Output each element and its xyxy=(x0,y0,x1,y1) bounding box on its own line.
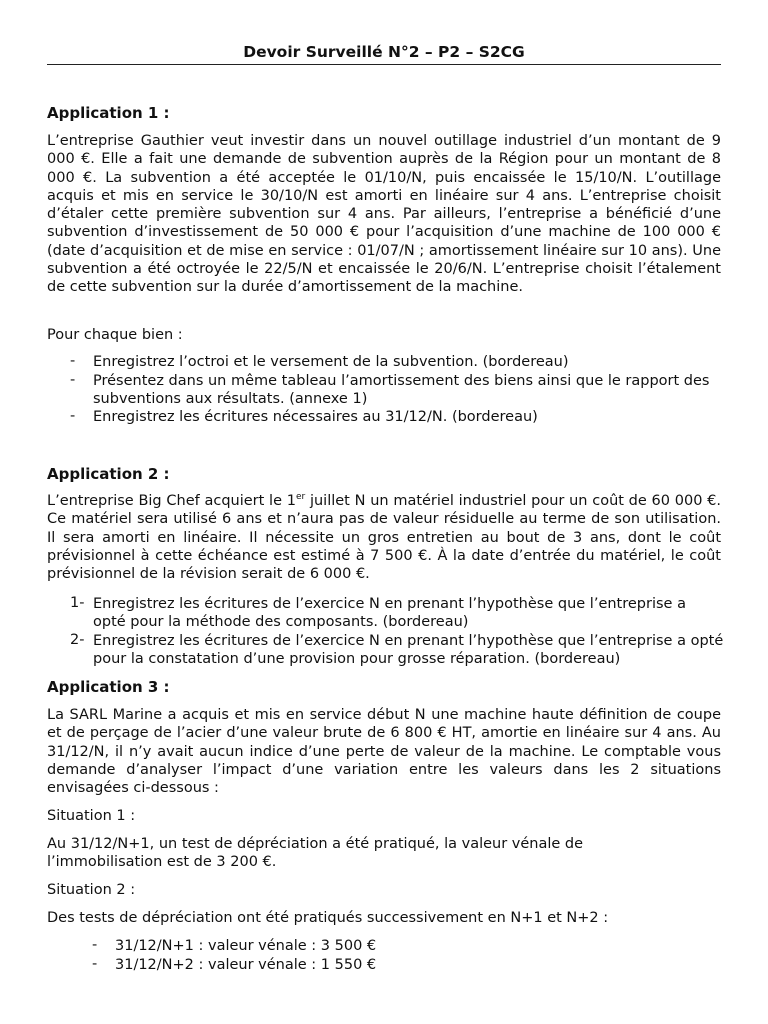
list-marker: 2- xyxy=(70,632,85,648)
list-item: Enregistrez les écritures de l’exercice N en prenant l’hypothèse que l’entreprise a opté pour la méthode des composants. (bordereau) xyxy=(93,596,686,631)
app3-paragraph: La SARL Marine a acquis et mis en service début N une machine haute définition de coupe et de perçage de l’acier d’une valeur brute de 6 800 € HT, amortie en linéaire sur 4 ans. Au 31/12/N, il n’y avait aucun indice d’une perte de valeur de la machine. Le comptable vous demande d’analyser l’impact d’une variation entre les valeurs dans les 2 situations envisagées ci-dessous : xyxy=(47,707,721,797)
list-marker: 1- xyxy=(70,595,85,611)
page-title: Devoir Surveillé N°2 – P2 – S2CG xyxy=(47,42,721,65)
list-marker: - xyxy=(70,408,76,424)
situation-2-text: Des tests de dépréciation ont été pratiqués successivement en N+1 et N+2 : xyxy=(47,910,609,926)
app2-paragraph: L’entreprise Big Chef acquiert le 1er juillet N un matériel industriel pour un coût de 60 000 €. Ce matériel sera utilisé 6 ans et n’aura pas de valeur résiduelle au terme de son utilisation. Il sera amorti en linéaire. Il nécessite un gros entretien au bout de 3 ans, dont le coût prévisionnel à cette échéance est estimé à 7 500 €. À la date d’entrée du matériel, le coût prévisionnel de la révision serait de 6 000 €. xyxy=(47,492,721,583)
situation-1-label: Situation 1 : xyxy=(47,808,136,824)
list-marker: - xyxy=(92,937,98,953)
list-item: 31/12/N+1 : valeur vénale : 3 500 € xyxy=(115,938,377,954)
app3-heading: Application 3 : xyxy=(47,678,170,696)
app1-heading: Application 1 : xyxy=(47,104,170,122)
list-item: Présentez dans un même tableau l’amortissement des biens ainsi que le rapport des subventions aux résultats. (annexe 1) xyxy=(93,373,710,408)
situation-2-label: Situation 2 : xyxy=(47,882,136,898)
list-item: 31/12/N+2 : valeur vénale : 1 550 € xyxy=(115,957,377,973)
situation-1-text: Au 31/12/N+1, un test de dépréciation a été pratiqué, la valeur vénale de l’immobilisation est de 3 200 €. xyxy=(47,836,584,871)
app1-intro: Pour chaque bien : xyxy=(47,327,183,343)
app1-paragraph: L’entreprise Gauthier veut investir dans un nouvel outillage industriel d’un montant de 9 000 €. Elle a fait une demande de subvention auprès de la Région pour un montant de 8 000 €. La subvention a été acceptée le 01/10/N, puis encaissée le 15/10/N. L’outillage acquis et mis en service le 30/10/N est amorti en linéaire sur 4 ans. L’entreprise choisit d’étaler cette première subvention sur 4 ans. Par ailleurs, l’entreprise a bénéficié d’une subvention d’investissement de 50 000 € pour l’acquisition d’une machine de 100 000 € (date d’acquisition et de mise en service : 01/07/N ; amortissement linéaire sur 10 ans). Une subvention a été octroyée le 22/5/N et encaissée le 20/6/N. L’entreprise choisit l’étalement de cette subvention sur la durée d’amortissement de la machine. xyxy=(47,133,721,296)
list-item: Enregistrez les écritures nécessaires au 31/12/N. (bordereau) xyxy=(93,409,538,425)
app2-heading: Application 2 : xyxy=(47,465,170,483)
list-item: Enregistrez les écritures de l’exercice N en prenant l’hypothèse que l’entreprise a opté pour la constatation d’une provision pour grosse réparation. (bordereau) xyxy=(93,633,724,668)
list-marker: - xyxy=(70,353,76,369)
list-marker: - xyxy=(92,956,98,972)
list-marker: - xyxy=(70,372,76,388)
list-item: Enregistrez l’octroi et le versement de la subvention. (bordereau) xyxy=(93,354,569,370)
